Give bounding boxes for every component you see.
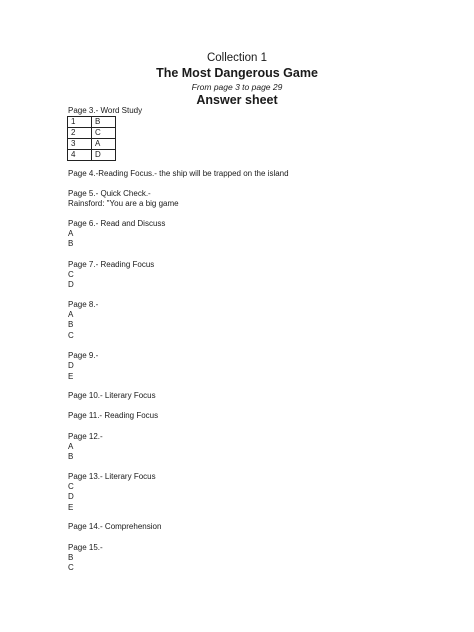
table-cell: B [92,117,116,128]
answer-line: Page 14.- Comprehension [68,522,162,531]
answer-line: Page 7.- Reading Focus [68,260,155,269]
table-row [68,150,116,161]
answer-line: A [68,310,74,319]
answer-line: Page 5.- Quick Check.- [68,189,151,198]
table-cell: 4 [68,150,92,161]
answer-line: E [68,372,74,381]
collection-label: Collection 1 [206,52,268,64]
table-cell: 1 [68,117,92,128]
table-row [68,139,116,150]
answer-line: Page 4.-Reading Focus.- the ship will be trapped on the island [68,169,289,178]
table-cell: 2 [68,128,92,139]
answer-line: A [68,442,74,451]
answer-line: Page 15.- [68,543,103,552]
answer-line: C [68,331,74,340]
table-cell: A [92,139,116,150]
answer-sheet-heading: Answer sheet [196,93,278,107]
answer-line: D [68,280,74,289]
table-cell: D [92,150,116,161]
answer-line: Page 11.- Reading Focus [68,411,159,420]
answer-line: Page 6.- Read and Discuss [68,219,166,228]
table-cell: 3 [68,139,92,150]
answer-line: D [68,361,74,370]
answer-line: B [68,320,74,329]
word-study-table [67,116,116,161]
answer-line: Page 10.- Literary Focus [68,391,156,400]
document-title: The Most Dangerous Game [156,66,318,80]
answer-line: Rainsford: "You are a big game [68,199,179,208]
word-study-heading: Page 3.- Word Study [68,106,143,115]
answer-line: B [68,553,74,562]
answer-line: C [68,270,74,279]
answer-line: Page 9.- [68,351,99,360]
page-range: From page 3 to page 29 [191,82,283,92]
table-cell: C [92,128,116,139]
answer-line: Page 12.- [68,432,103,441]
answer-line: C [68,563,74,572]
answer-line: Page 13.- Literary Focus [68,472,156,481]
table-row [68,128,116,139]
answer-line: B [68,239,74,248]
answer-line: A [68,229,74,238]
answer-line: B [68,452,74,461]
answer-line: E [68,503,74,512]
table-row [68,117,116,128]
answer-line: Page 8.- [68,300,99,309]
answer-line: D [68,492,74,501]
answer-line: C [68,482,74,491]
